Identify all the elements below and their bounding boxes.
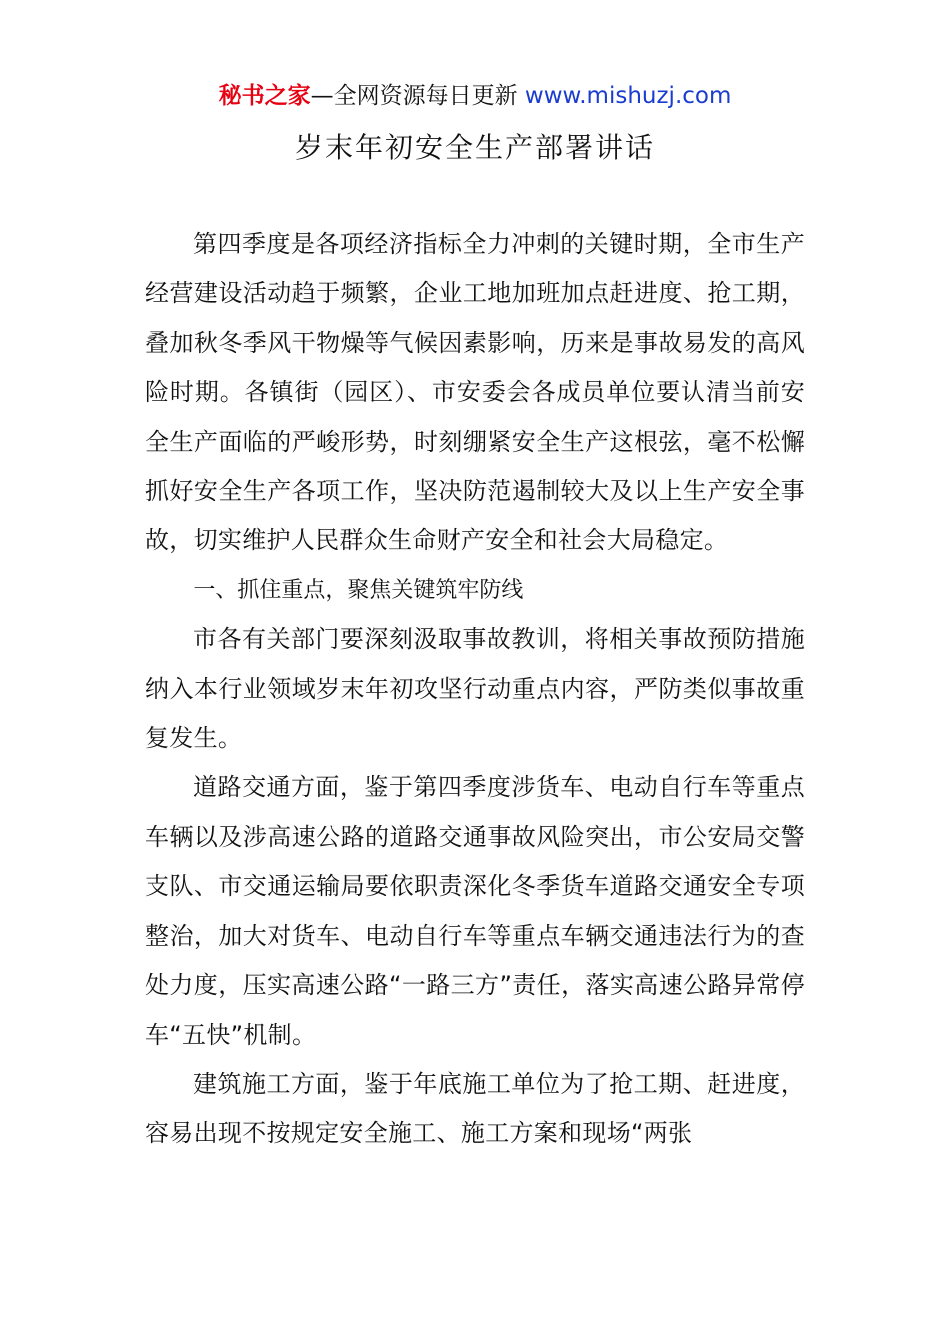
site-url-link[interactable]: www.mishuzj.com (524, 83, 732, 109)
site-banner (0, 80, 950, 112)
paragraph-construction: 建筑施工方面，鉴于年底施工单位为了抢工期、赶进度，容易出现不按规定安全施工、施工方案和现场“两张 (145, 1069, 805, 1148)
document-title: 岁末年初安全生产部署讲话 (294, 131, 655, 164)
paragraph-lessons: 市各有关部门要深刻汲取事故教训，将相关事故预防措施纳入本行业领域岁末年初攻坚行动重点内容，严防类似事故重复发生。 (145, 625, 805, 753)
brand-name: 秘书之家 (218, 83, 311, 109)
paragraph-road-traffic: 道路交通方面，鉴于第四季度涉货车、电动自行车等重点车辆以及涉高速公路的道路交通事故风险突出，市公安局交警支队、市交通运输局要依职责深化冬季货车道路交通安全专项整治，加大对货车、电动自行车等重点车辆交通违法行为的查处力度，压实高速公路“一路三方”责任，落实高速公路异常停车“五快”机制。 (145, 773, 805, 1049)
section-heading: 一、抓住重点，聚焦关键筑牢防线 (193, 577, 524, 603)
document-body (145, 220, 805, 1159)
banner-tagline: —全网资源每日更新 (310, 83, 518, 109)
paragraph-intro: 第四季度是各项经济指标全力冲刺的关键时期，全市生产经营建设活动趋于频繁，企业工地加班加点赶进度、抢工期，叠加秋冬季风干物燥等气候因素影响，历来是事故易发的高风险时期。各镇街（园区）、市安委会各成员单位要认清当前安全生产面临的严峻形势，时刻绷紧安全生产这根弦，毫不松懈抓好安全生产各项工作，坚决防范遏制较大及以上生产安全事故，切实维护人民群众生命财产安全和社会大局稳定。 (145, 230, 805, 555)
